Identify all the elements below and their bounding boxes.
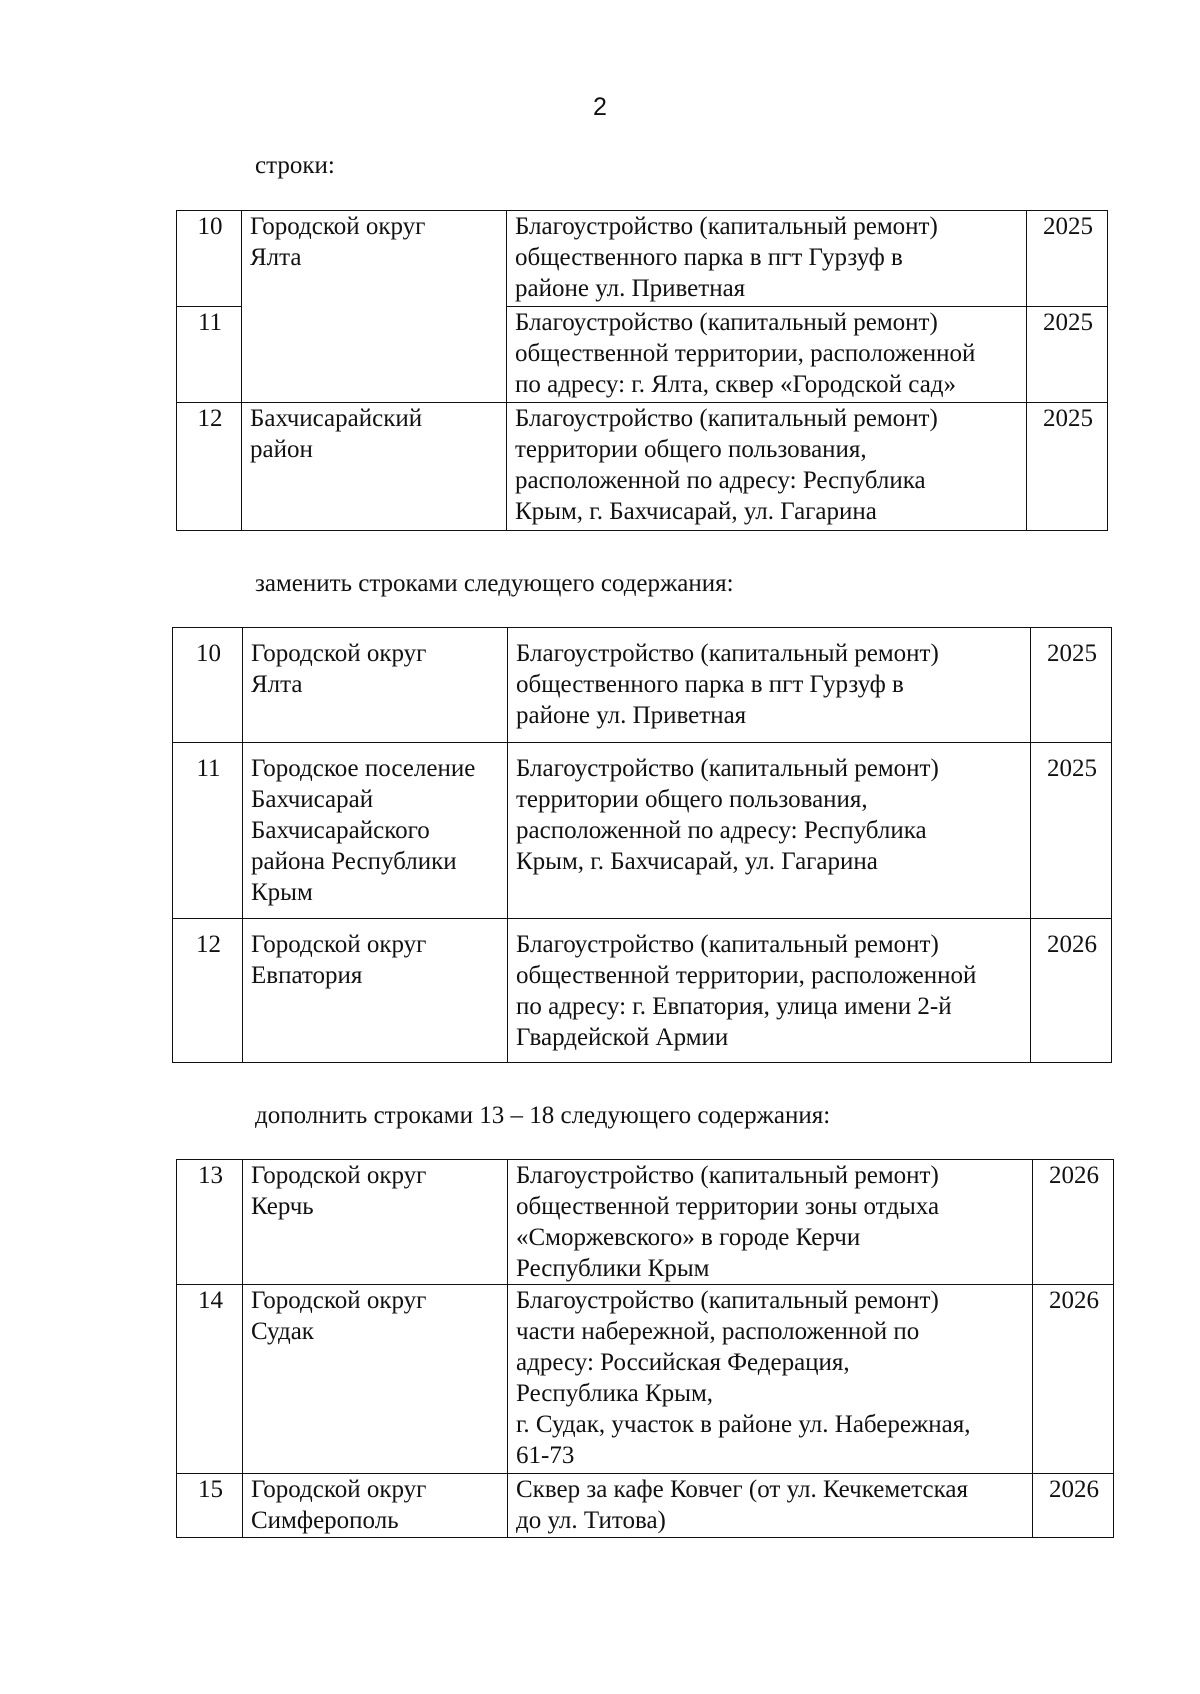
intro-lines-label: строки:: [255, 152, 335, 179]
original-rows-table: [176, 210, 1108, 531]
row-number: 13: [177, 1160, 243, 1285]
table-row: [173, 628, 1112, 743]
district-name: Городское поселение Бахчисарай Бахчисарайского района Республики Крым: [243, 743, 508, 919]
intro-replace-label: заменить строками следующего содержания:: [255, 570, 734, 597]
project-description: Сквер за кафе Ковчег (от ул. Кечкеметская до ул. Титова): [508, 1474, 1033, 1538]
replacement-rows-table: [172, 627, 1112, 1063]
project-description: Благоустройство (капитальный ремонт) части набережной, расположенной по адресу: Российская Федерация, Республика Крым, г. Судак, участок в районе ул. Набережная, 61-73: [508, 1285, 1033, 1474]
project-description: Благоустройство (капитальный ремонт) общественного парка в пгт Гурзуф в районе ул. Приветная: [508, 628, 1031, 743]
table-row: [177, 1160, 1114, 1285]
page-number: 2: [593, 93, 607, 121]
project-description: Благоустройство (капитальный ремонт) общественной территории, расположенной по адресу: г. Ялта, сквер «Городской сад»: [507, 307, 1027, 403]
district-name: Городской округ Ялта: [243, 628, 508, 743]
row-number: 12: [177, 403, 242, 531]
project-year: 2026: [1031, 919, 1112, 1063]
project-description: Благоустройство (капитальный ремонт) территории общего пользования, расположенной по адресу: Республика Крым, г. Бахчисарай, ул. Гагарина: [507, 403, 1027, 531]
row-number: 12: [173, 919, 243, 1063]
table-row: [173, 743, 1112, 919]
row-number: 10: [177, 211, 242, 307]
row-number: 11: [173, 743, 243, 919]
row-number: 14: [177, 1285, 243, 1474]
project-year: 2025: [1027, 211, 1108, 307]
table-row: [177, 211, 1108, 307]
district-name: Городской округ Судак: [243, 1285, 508, 1474]
project-year: 2026: [1033, 1285, 1114, 1474]
district-name: Городской округ Евпатория: [243, 919, 508, 1063]
district-name: Городской округ Керчь: [243, 1160, 508, 1285]
table-row: [173, 919, 1112, 1063]
row-number: 10: [173, 628, 243, 743]
project-year: 2026: [1033, 1474, 1114, 1538]
project-description: Благоустройство (капитальный ремонт) общественной территории, расположенной по адресу: г. Евпатория, улица имени 2-й Гвардейской Армии: [508, 919, 1031, 1063]
project-year: 2025: [1031, 628, 1112, 743]
district-name: Городской округ Ялта: [242, 211, 507, 403]
district-name: Городской округ Симферополь: [243, 1474, 508, 1538]
district-name: Бахчисарайский район: [242, 403, 507, 531]
project-description: Благоустройство (капитальный ремонт) территории общего пользования, расположенной по адресу: Республика Крым, г. Бахчисарай, ул. Гагарина: [508, 743, 1031, 919]
project-year: 2025: [1027, 403, 1108, 531]
table-row: [177, 1285, 1114, 1474]
table-row: [177, 403, 1108, 531]
project-description: Благоустройство (капитальный ремонт) общественной территории зоны отдыха «Сморжевского» в городе Керчи Республики Крым: [508, 1160, 1033, 1285]
project-year: 2025: [1027, 307, 1108, 403]
table-row: [177, 1474, 1114, 1538]
intro-append-label: дополнить строками 13 – 18 следующего содержания:: [255, 1102, 831, 1129]
row-number: 15: [177, 1474, 243, 1538]
appended-rows-table: [176, 1159, 1114, 1538]
row-number: 11: [177, 307, 242, 403]
project-year: 2025: [1031, 743, 1112, 919]
project-year: 2026: [1033, 1160, 1114, 1285]
project-description: Благоустройство (капитальный ремонт) общественного парка в пгт Гурзуф в районе ул. Приветная: [507, 211, 1027, 307]
